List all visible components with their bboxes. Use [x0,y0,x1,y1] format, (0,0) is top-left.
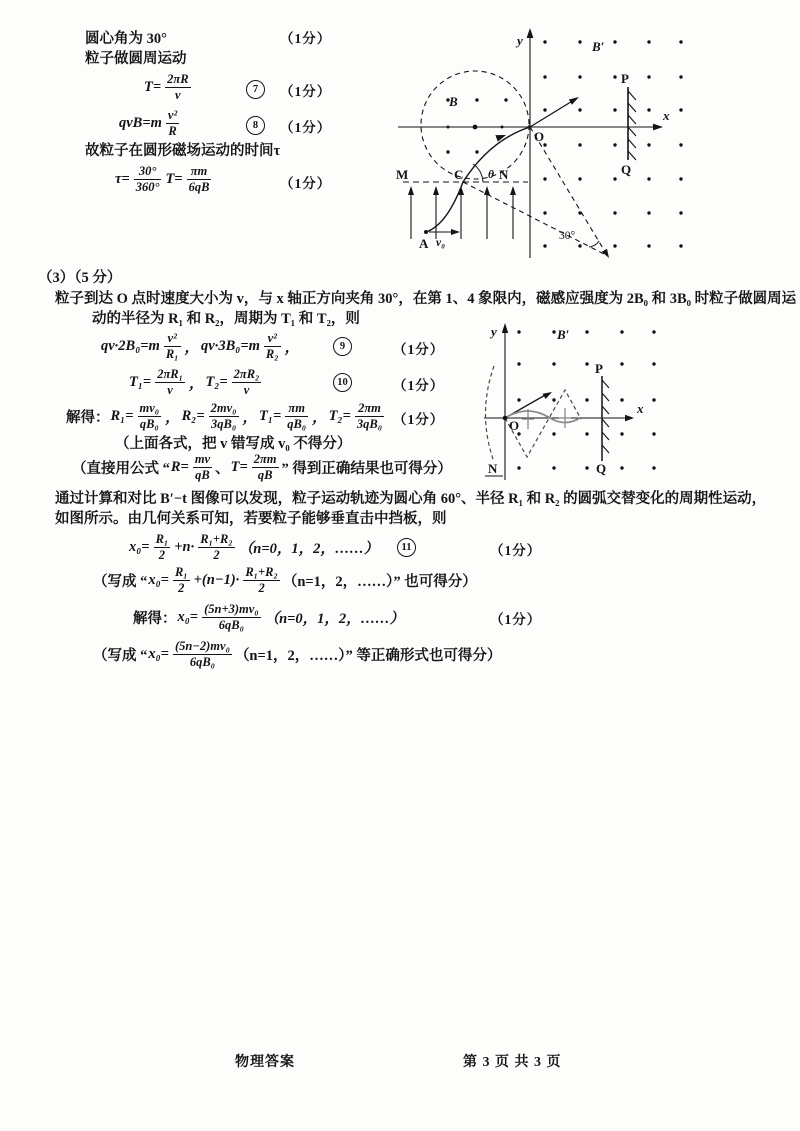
v0-arrowhead [451,229,460,235]
note-alternative-form-1: （写成 “ x₀= $\frac{\text{R₁}}{2}$ +(n−1)· $\frac{\text{R₁+R₂}}{2}$ （n=1，2，……）” 也可得分） [93,565,477,595]
label-y-axis: y [517,33,523,48]
solve-prefix: 解得： [66,409,110,426]
score-label: （1分） [280,120,332,135]
label-P: P [621,71,629,86]
x-axis-arrowhead [653,124,663,131]
solve-prefix: 解得： [133,610,177,627]
equation-8 [118,102,182,144]
eq-term: qv·2B₀=m [101,337,160,354]
velocity-arrowhead [543,392,552,399]
label-Q: Q [596,461,607,476]
diagram2-lines [484,329,629,480]
eq-term: T₁= [129,373,152,390]
eq-term: R₂= [181,407,205,424]
label-M: M [396,167,409,182]
barrier-hatch [628,115,636,124]
score-label: （1分） [490,612,542,627]
diagram1-labels [396,33,670,251]
origin-dot [503,416,508,421]
label-C: C [454,167,464,182]
equation-tau [114,158,214,200]
field-dot-grid-B-prime [517,330,655,469]
label-v0: v₀ [436,237,446,249]
footer-page-number: 第 3 页 共 3 页 [463,1055,562,1070]
eq-term: R₁= [110,407,134,424]
score-label: （1分） [393,378,445,393]
eq-term: T= [165,170,183,187]
y-axis-arrowhead [502,323,508,333]
note-direct-formula: （直接用公式 “ R= $\frac{mv}{qB}$ 、 T= $\frac{2\pi m}{qB}$ ” 得到正确结果也可得分） [72,452,452,482]
barrier-hatch [628,139,636,148]
paragraph-2-line-1: 通过计算和对比 B′−t 图像可以发现，粒子运动轨迹为圆心角 60°、半径 R₁ 和 R₂ 的圆弧交替变化的周期性运动， [55,491,767,507]
eq-term: +(n−1)· [193,571,240,588]
note-alternative-form-2: （写成 “ x₀= $\frac{\text{(5n−2)mv₀}}{\text{6qB₀}}$ （n=1，2，……）” 等正确形式也可得分） [93,639,502,669]
barrier-hatch [602,393,609,401]
x-axis-arrowhead [625,415,634,422]
paragraph-1-line-2: 动的半径为 R₁ 和 R₂，周期为 T₁ 和 T₂，则 [92,311,360,327]
barrier-hatch [628,151,636,160]
construction-line-from-C [463,182,604,254]
eq-term: R= [170,458,189,475]
barrier-hatch [602,380,609,388]
fraction: $\frac{\text{v²}}{R}$ [167,108,178,138]
fraction: $\frac{mv}{qB}$ [194,452,211,482]
fraction: $\frac{\text{(5n−2)mv₀}}{\text{6qB₀}}$ [174,639,230,669]
score-label: （1分） [393,342,445,357]
barrier-hatch [602,419,609,427]
equation-10: T₁= $\frac{\text{2πR₁}}{v}$ ， T₂= $\frac{\text{2πR₂}}{v}$ [129,367,260,397]
note-no-credit-v0: （上面各式，把 v 错写成 v₀ 不得分） [115,436,352,452]
fraction: $\frac{30^\circ}{360^\circ}$ [135,164,160,194]
e-field-arrowhead [510,186,516,195]
score-label: （1分） [280,84,332,99]
eq-term: x₀= [148,645,169,662]
eq-term: T= [230,458,248,475]
e-field-arrowhead [484,186,490,195]
fraction: $\frac{\text{R₁}}{2}$ [155,532,169,562]
eq-term: x₀= [129,538,150,555]
fraction: $\frac{\text{v²}}{\text{R₂}}$ [265,331,279,361]
fraction: $\frac{\text{2πR₂}}{v}$ [233,367,260,397]
eq-term: x₀= [148,571,169,588]
eq-term: T= [144,78,162,95]
circled-tag-11: 11 [397,538,416,557]
fraction: $\frac{\text{R₁+R₂}}{2}$ [245,565,278,595]
eq-term: τ= [115,170,130,187]
barrier-hatch [602,432,609,440]
score-label: （1分） [393,412,445,427]
paragraph-2-line-2: 如图所示。由几何关系可知，若要粒子能够垂直击中挡板，则 [55,511,447,527]
barrier-hatch [628,103,636,112]
circle-center-dot [473,125,478,130]
label-field-B-prime: B′ [592,39,605,54]
label-P: P [595,361,603,376]
eq-term: qvB=m [119,114,162,131]
paragraph-1-line-1: 粒子到达 O 点时速度大小为 v，与 x 轴正方向夹角 30°，在第 1、4 象限内，磁感应强度为 2B₀ 和 3B₀ 时粒子做圆周运 [55,291,797,307]
label-theta: θ [488,169,494,181]
e-field-arrowhead [433,186,439,195]
circled-tag-10: 10 [333,373,352,392]
label-N: N [488,461,498,476]
angle-30-arc [589,241,599,247]
eq-term: +n· [174,538,195,555]
eq-term: x₀= [177,608,199,625]
y-axis-arrowhead [527,28,534,38]
fraction: $\frac{\text{(5n+3)mv₀}}{\text{6qB₀}}$ [204,602,259,632]
label-Q: Q [621,162,632,177]
score-label: （1分） [490,543,542,558]
label-field-B: B [449,94,458,109]
diagram1-lines [398,34,656,258]
fraction: $\frac{\text{R₁}}{2}$ [174,565,188,595]
velocity-arrowhead [569,97,579,105]
score-label: （1分） [280,176,332,191]
fraction: $\frac{\text{2πR₁}}{v}$ [157,367,183,397]
eq-term: qv·3B₀=m [201,337,260,354]
fraction: $\frac{\pi m}{6qB}$ [188,164,210,194]
label-y-axis: y [491,324,497,339]
text-circular-motion: 粒子做圆周运动 [85,51,187,67]
equation-9: qv·2B₀=m $\frac{\text{v²}}{\text{R₁}}$ ， qv·3B₀=m $\frac{\text{v²}}{\text{R₂}}$ ， [101,331,300,361]
circled-tag-7: 7 [246,80,265,99]
text-central-angle: 圆心角为 30° [85,31,167,47]
text-time-in-field: 故粒子在圆形磁场运动的时间τ [85,143,281,159]
fraction: $\frac{\pi m}{\text{qB₀}}$ [287,401,307,431]
equation-solve-1: 解得： R₁= $\frac{\text{mv₀}}{\text{qB₀}}$ ， R₂= $\frac{\text{2mv₀}}{\text{3qB₀}}$ ， T₁= $\frac{\pi m}{\text{qB₀}}$ ， T₂= $\frac{2\pi m}{\text{3qB₀}}$ [66,401,383,431]
fraction: $\frac{2\pi m}{qB}$ [253,452,277,482]
diagram-trajectory-fields [395,15,685,265]
section-3-heading: （3）（5 分） [38,270,122,286]
circled-tag-8: 8 [246,116,265,135]
eq-condition: （n=0，1，2，……） [238,540,379,557]
fraction: $\frac{\text{2mv₀}}{\text{3qB₀}}$ [210,401,237,431]
eq-term: T₁= [259,407,282,424]
point-A-dot [424,230,428,234]
e-field-arrowhead [408,186,414,195]
equation-solve-2 [133,596,405,638]
fraction: $\frac{2\pi m}{\text{3qB₀}}$ [356,401,383,431]
diagram2-construction [486,366,582,462]
eq-term: T₂= [205,373,228,390]
field-boundary-arc [486,366,495,462]
barrier-hatch [628,91,636,100]
fraction: $\frac{\text{mv₀}}{\text{qB₀}}$ [139,401,160,431]
circled-tag-9: 9 [333,337,352,356]
label-origin-O: O [509,418,520,433]
eq-term: T₂= [328,407,351,424]
fraction: $\frac{\text{R₁+R₂}}{2}$ [200,532,233,562]
label-angle-30: 30° [559,230,576,242]
particle-trajectory [426,127,530,232]
fraction: $\frac{2\pi R}{v}$ [167,72,189,102]
barrier-hatch [602,445,609,453]
fraction: $\frac{\text{v²}}{\text{R₁}}$ [165,331,179,361]
barrier-hatch [602,406,609,414]
field-dot-grid-B-prime [543,40,682,247]
label-field-B-prime: B′ [557,327,570,342]
label-N: N [499,167,509,182]
label-x-axis: x [663,108,670,123]
score-label: （1分） [280,31,332,46]
label-origin-O: O [534,129,545,144]
label-x-axis: x [637,401,644,416]
eq-condition: （n=0，1，2，……） [264,610,405,627]
footer-doc-title: 物理答案 [235,1055,295,1070]
velocity-arrow-at-O [530,100,574,127]
diagram-alternating-arcs [482,312,682,484]
barrier-hatch [628,127,636,136]
label-A: A [419,236,429,251]
